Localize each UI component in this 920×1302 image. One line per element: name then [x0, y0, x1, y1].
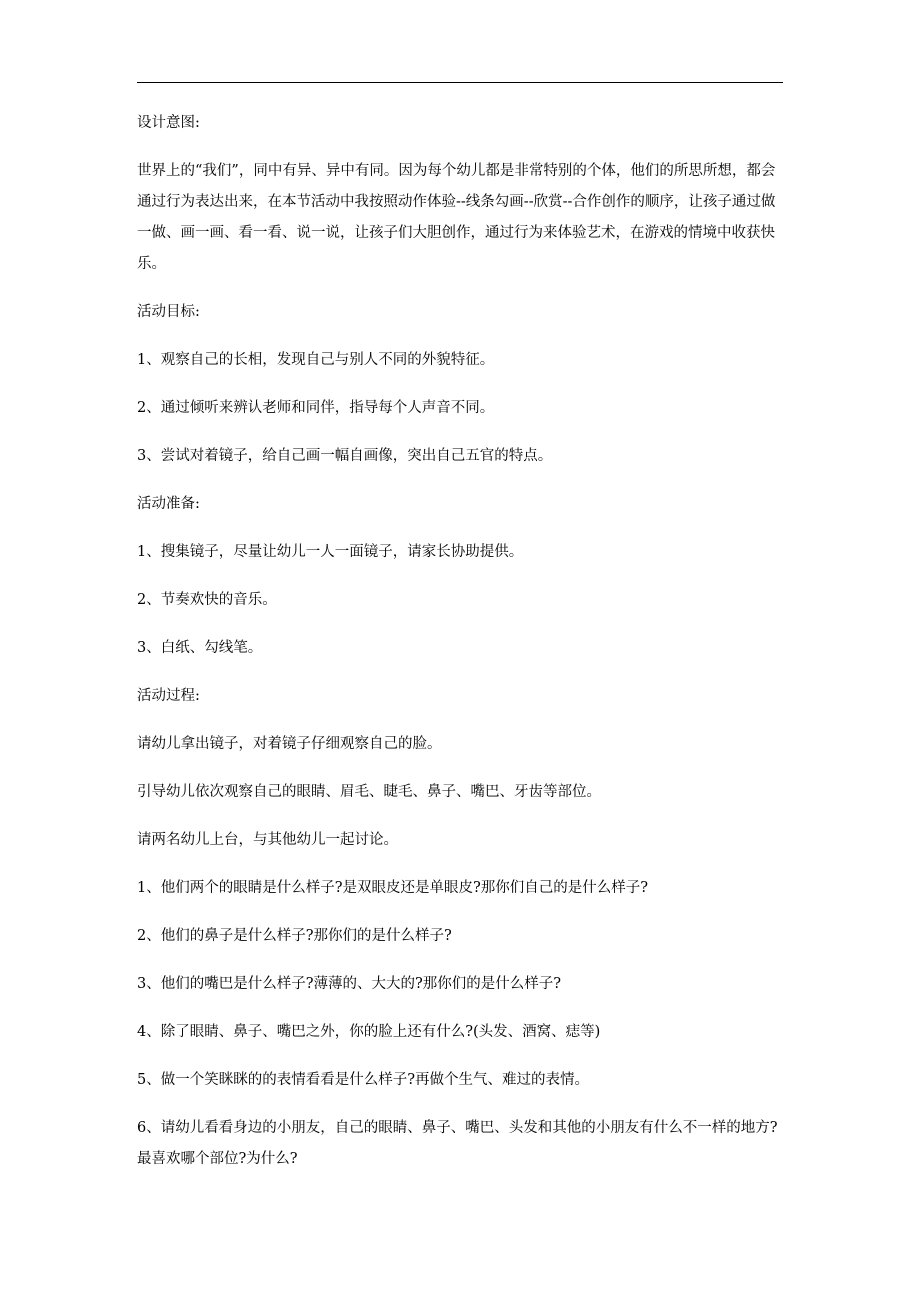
process-step-intro-2: 引导幼儿依次观察自己的眼睛、眉毛、睫毛、鼻子、嘴巴、牙齿等部位。 [137, 784, 601, 800]
process-question-6: 6、请幼儿看看身边的小朋友，自己的眼睛、鼻子、嘴巴、头发和其他的小朋友有什么不一样的地方?最喜欢哪个部位?为什么? [137, 1120, 778, 1167]
paragraph-design-intent: 世界上的“我们”，同中有异、异中有同。因为每个幼儿都是非常特别的个体，他们的所思所想，都会通过行为表达出来，在本节活动中我按照动作体验--线条勾画--欣赏--合作创作的顺序，让孩子通过做一做、画一画、看一看、说一说，让孩子们大胆创作，通过行为来体验艺术，在游戏的情境中收获快乐。 [137, 163, 776, 272]
goal-item-3: 3、尝试对着镜子，给自己画一幅自画像，突出自己五官的特点。 [137, 448, 553, 464]
preparation-item-1: 1、搜集镜子，尽量让幼儿一人一面镜子，请家长协助提供。 [137, 544, 524, 560]
process-question-5: 5、做一个笑眯眯的的表情看看是什么样子?再做个生气、难过的表情。 [137, 1072, 589, 1088]
section-heading-process: 活动过程: [137, 688, 200, 704]
process-step-intro-3: 请两名幼儿上台，与其他幼儿一起讨论。 [137, 832, 398, 848]
section-heading-goals: 活动目标: [137, 304, 200, 320]
header-rule [137, 82, 783, 83]
document-body [137, 108, 783, 1192]
process-question-3: 3、他们的嘴巴是什么样子?薄薄的、大大的?那你们的是什么样子? [137, 976, 562, 992]
process-question-4: 4、除了眼睛、鼻子、嘴巴之外，你的脸上还有什么?(头发、酒窝、痣等) [137, 1024, 601, 1040]
section-heading-preparation: 活动准备: [137, 496, 200, 512]
process-step-intro-1: 请幼儿拿出镜子，对着镜子仔细观察自己的脸。 [137, 736, 442, 752]
section-heading-design-intent: 设计意图: [137, 115, 200, 131]
goal-item-2: 2、通过倾听来辨认老师和同伴，指导每个人声音不同。 [137, 400, 495, 416]
preparation-item-2: 2、节奏欢快的音乐。 [137, 592, 277, 608]
process-question-1: 1、他们两个的眼睛是什么样子?是双眼皮还是单眼皮?那你们自己的是什么样子? [137, 880, 649, 896]
preparation-item-3: 3、白纸、勾线笔。 [137, 640, 263, 656]
process-question-2: 2、他们的鼻子是什么样子?那你们的是什么样子? [137, 928, 452, 944]
goal-item-1: 1、观察自己的长相，发现自己与别人不同的外貌特征。 [137, 352, 495, 368]
